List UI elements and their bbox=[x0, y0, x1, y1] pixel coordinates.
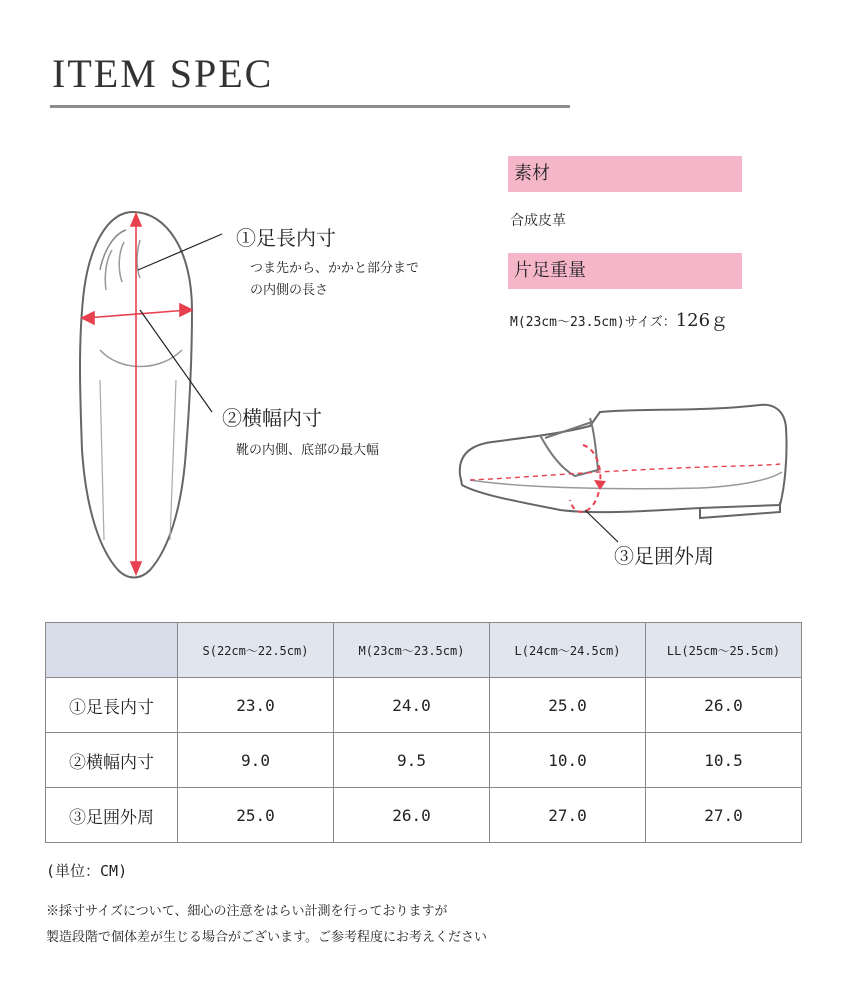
unit-note: (単位：CM) bbox=[46, 862, 128, 880]
table-row bbox=[46, 788, 802, 843]
disclaimer-line-2: 製造段階で個体差が生じる場合がございます。ご参考程度にお考えください bbox=[46, 930, 487, 945]
leader-line-girth bbox=[585, 510, 618, 542]
measurement-diagram bbox=[0, 150, 850, 590]
table-cell: 26.0 bbox=[646, 678, 802, 733]
width-desc: 靴の内側、底部の最大幅 bbox=[236, 443, 380, 458]
table-cell: 25.0 bbox=[178, 788, 334, 843]
table-cell: 10.0 bbox=[490, 733, 646, 788]
size-table bbox=[45, 622, 802, 843]
width-arrow bbox=[82, 304, 192, 324]
table-row bbox=[46, 733, 802, 788]
weight-heading: 片足重量 bbox=[508, 253, 742, 289]
shoe-illustrations bbox=[0, 150, 850, 590]
table-cell: 27.0 bbox=[490, 788, 646, 843]
column-header-s: S(22cm〜22.5cm) bbox=[178, 623, 334, 678]
column-header-l: L(24cm〜24.5cm) bbox=[490, 623, 646, 678]
material-heading: 素材 bbox=[508, 156, 742, 192]
loafer-side-view bbox=[460, 405, 787, 518]
table-row bbox=[46, 678, 802, 733]
weight-size-note: M(23cm〜23.5cm)サイズ： bbox=[510, 315, 676, 330]
leader-line-length bbox=[138, 234, 222, 270]
table-header-row bbox=[46, 623, 802, 678]
leader-line-width bbox=[140, 310, 212, 412]
table-cell: 9.0 bbox=[178, 733, 334, 788]
table-corner bbox=[46, 623, 178, 678]
width-label: ②横幅内寸 bbox=[222, 406, 322, 430]
foot-length-label: ①足長内寸 bbox=[236, 226, 336, 250]
table-cell: 27.0 bbox=[646, 788, 802, 843]
table-cell: 25.0 bbox=[490, 678, 646, 733]
table-cell: 26.0 bbox=[334, 788, 490, 843]
weight-line bbox=[510, 306, 728, 332]
column-header-m: M(23cm〜23.5cm) bbox=[334, 623, 490, 678]
weight-value: 126ｇ bbox=[675, 310, 729, 331]
disclaimer-line-1: ※採寸サイズについて、細心の注意をはらい計測を行っておりますが bbox=[46, 904, 448, 919]
table-cell: 23.0 bbox=[178, 678, 334, 733]
table-cell: 9.5 bbox=[334, 733, 490, 788]
foot-length-desc-2: の内側の長さ bbox=[250, 283, 329, 298]
girth-label: ③足囲外周 bbox=[614, 544, 714, 568]
row-label-width: ②横幅内寸 bbox=[46, 733, 178, 788]
row-label-foot-length: ①足長内寸 bbox=[46, 678, 178, 733]
title-divider bbox=[50, 105, 570, 108]
foot-length-desc-1: つま先から、かかと部分まで bbox=[250, 261, 420, 276]
length-arrow bbox=[131, 214, 141, 574]
material-value: 合成皮革 bbox=[510, 213, 566, 229]
page-title: ITEM SPEC bbox=[52, 51, 274, 96]
column-header-ll: LL(25cm〜25.5cm) bbox=[646, 623, 802, 678]
row-label-girth: ③足囲外周 bbox=[46, 788, 178, 843]
table-cell: 24.0 bbox=[334, 678, 490, 733]
table-cell: 10.5 bbox=[646, 733, 802, 788]
